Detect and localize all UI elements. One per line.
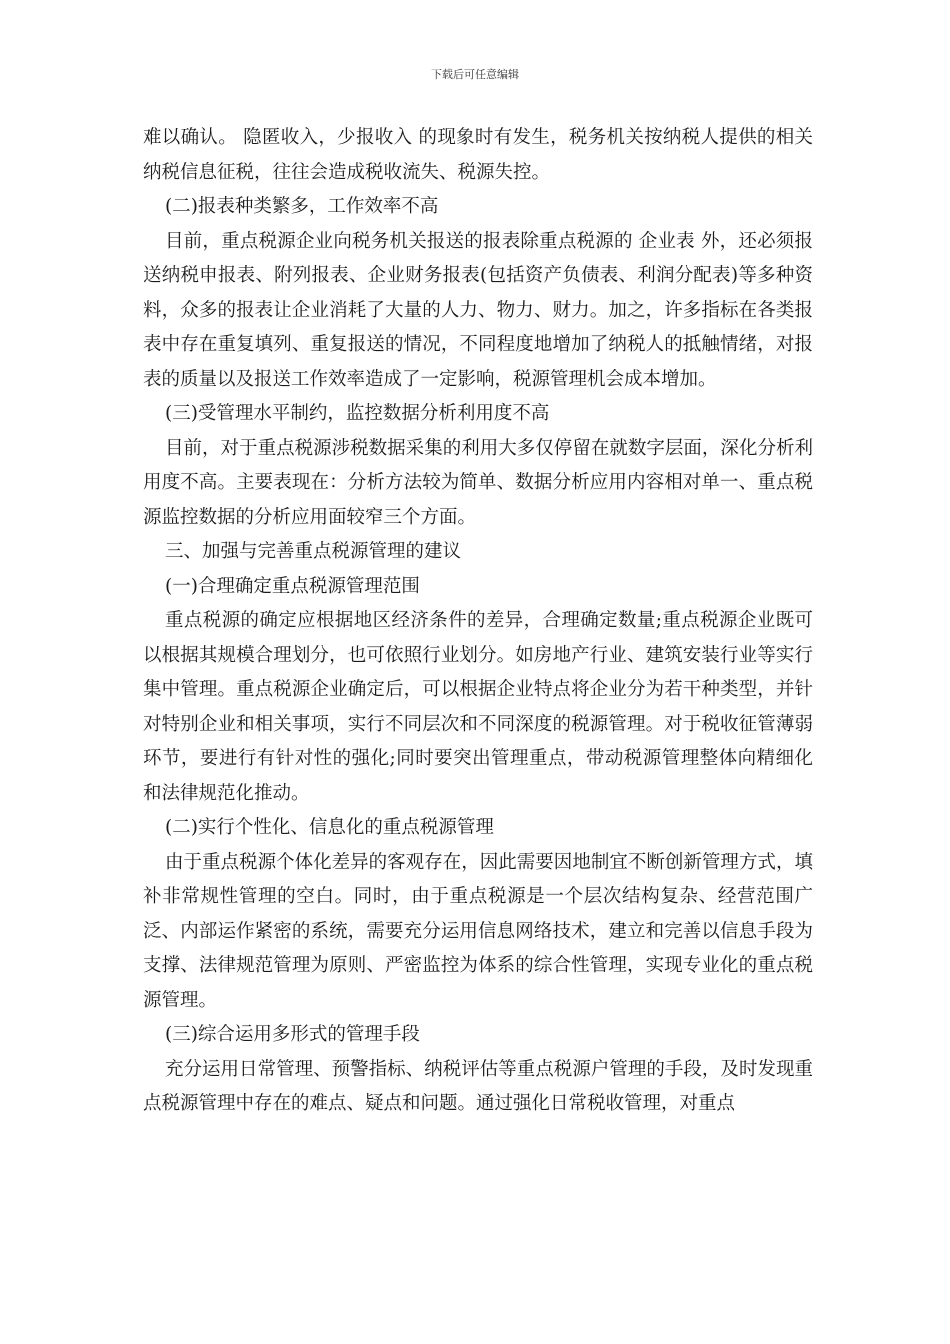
section-heading: 三、加强与完善重点税源管理的建议 bbox=[165, 541, 462, 562]
section-heading: (二)实行个性化、信息化的重点税源管理 bbox=[165, 817, 494, 838]
paragraph: 目前，重点税源企业向税务机关报送的报表除重点税源的 企业表 外，还必须报送纳税申报表、附列报表、企业财务报表(包括资产负债表、利润分配表)等多种资料，众多的报表让企业消耗了大量的人力、物力、财力。加之，许多指标在各类报表中存在重复填列、重复报送的情况，不同程度地增加了纳税人的抵触情绪，对报表的质量以及报送工作效率造成了一定影响，税源管理机会成本增加。 bbox=[143, 230, 813, 390]
paragraph: 难以确认。 隐匿收入，少报收入 的现象时有发生，税务机关按纳税人提供的相关纳税信息征税，往往会造成税收流失、税源失控。 bbox=[143, 127, 813, 183]
paragraph: 由于重点税源个体化差异的客观存在，因此需要因地制宜不断创新管理方式，填补非常规性管理的空白。同时，由于重点税源是一个层次结构复杂、经营范围广泛、内部运作紧密的系统，需要充分运用信息网络技术，建立和完善以信息手段为支撑、法律规范管理为原则、严密监控为体系的综合性管理，实现专业化的重点税源管理。 bbox=[143, 851, 813, 1011]
page-header: 下载后可任意编辑 bbox=[431, 68, 519, 81]
section-heading: (三)受管理水平制约，监控数据分析利用度不高 bbox=[165, 403, 550, 424]
document-body bbox=[143, 121, 813, 1122]
paragraph: 目前，对于重点税源涉税数据采集的利用大多仅停留在就数字层面，深化分析利用度不高。主要表现在：分析方法较为简单、数据分析应用内容相对单一、重点税源监控数据的分析应用面较窄三个方面。 bbox=[143, 437, 813, 528]
paragraph: 重点税源的确定应根据地区经济条件的差异，合理确定数量;重点税源企业既可以根据其规模合理划分，也可依照行业划分。如房地产行业、建筑安装行业等实行集中管理。重点税源企业确定后，可以根据企业特点将企业分为若干种类型，并针对特别企业和相关事项，实行不同层次和不同深度的税源管理。对于税收征管薄弱环节，要进行有针对性的强化;同时要突出管理重点，带动税源管理整体向精细化和法律规范化推动。 bbox=[143, 610, 813, 804]
section-heading: (二)报表种类繁多，工作效率不高 bbox=[165, 196, 439, 217]
section-heading: (三)综合运用多形式的管理手段 bbox=[165, 1024, 420, 1045]
section-heading: (一)合理确定重点税源管理范围 bbox=[165, 575, 420, 597]
paragraph: 充分运用日常管理、预警指标、纳税评估等重点税源户管理的手段，及时发现重点税源管理中存在的难点、疑点和问题。通过强化日常税收管理，对重点 bbox=[143, 1058, 813, 1114]
